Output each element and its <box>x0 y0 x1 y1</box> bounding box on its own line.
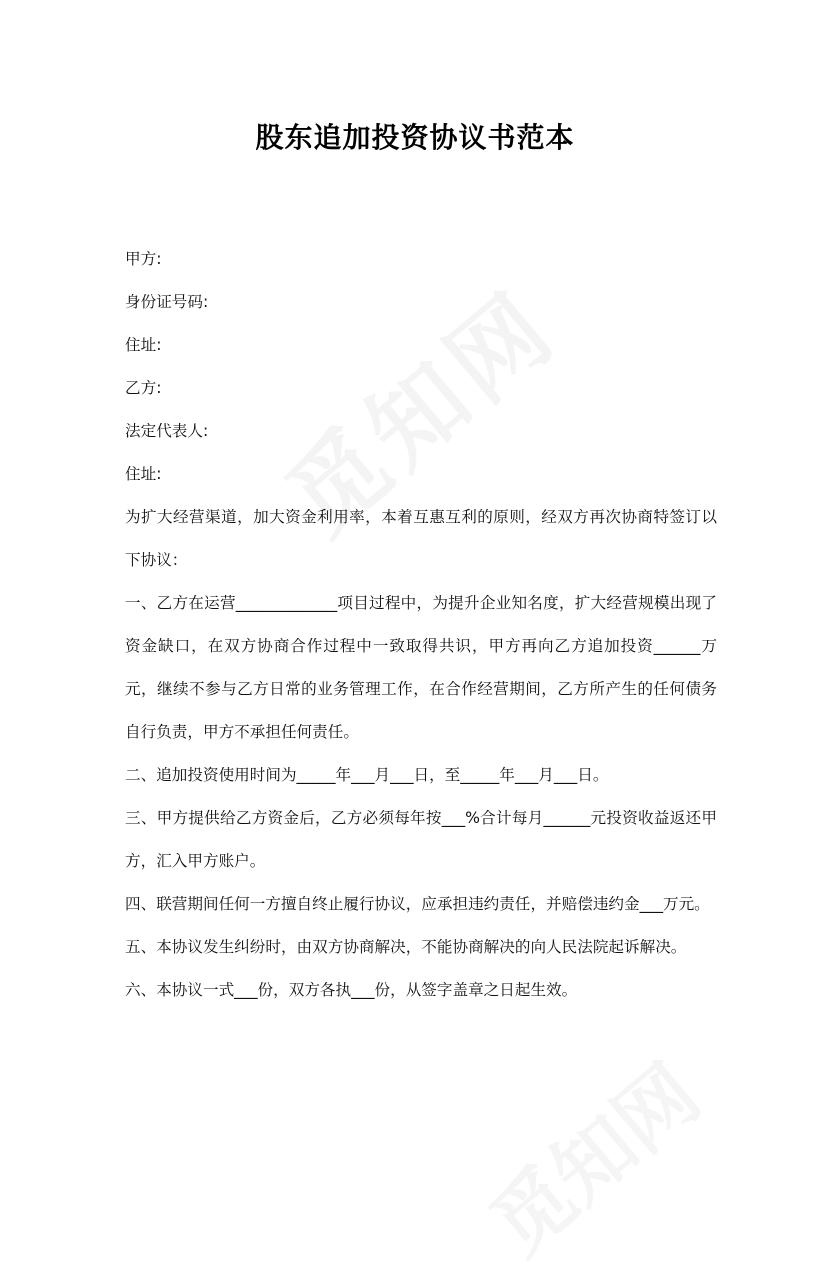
party-b-address-label: 住址: <box>125 465 162 483</box>
document-body <box>125 238 717 1012</box>
document-title: 股东追加投资协议书范本 <box>255 121 575 154</box>
clause-2: 二、追加投资使用时间为_____年___月___日，至_____年___月___日。 <box>125 766 609 784</box>
clause-6: 六、本协议一式___份，双方各执___份，从签字盖章之日起生效。 <box>125 981 578 999</box>
clause-5: 五、本协议发生纠纷时，由双方协商解决，不能协商解决的向人民法院起诉解决。 <box>125 938 687 956</box>
party-a-address-label: 住址: <box>125 336 162 354</box>
id-number-label: 身份证号码: <box>125 293 209 311</box>
clause-3: 三、甲方提供给乙方资金后，乙方必须每年按___%合计每月______元投资收益返还甲方，汇入甲方账户。 <box>125 809 717 870</box>
clause-1: 一、乙方在运营_____________项目过程中，为提升企业知名度，扩大经营规模出现了资金缺口，在双方协商合作过程中一致取得共识，甲方再向乙方追加投资______万元，继续不参与乙方日常的业务管理工作，在合作经营期间，乙方所产生的任何债务自行负责，甲方不承担任何责任。 <box>125 594 717 741</box>
party-a-label: 甲方: <box>125 250 162 268</box>
legal-representative-label: 法定代表人: <box>125 422 209 440</box>
watermark-secondary <box>462 1020 738 1279</box>
party-b-label: 乙方: <box>125 379 162 397</box>
preamble-paragraph: 为扩大经营渠道，加大资金利用率，本着互惠互利的原则，经双方再次协商特签订以下协议： <box>125 508 717 569</box>
clause-4: 四、联营期间任何一方擅自终止履行协议，应承担违约责任，并赔偿违约金___万元。 <box>125 895 710 913</box>
